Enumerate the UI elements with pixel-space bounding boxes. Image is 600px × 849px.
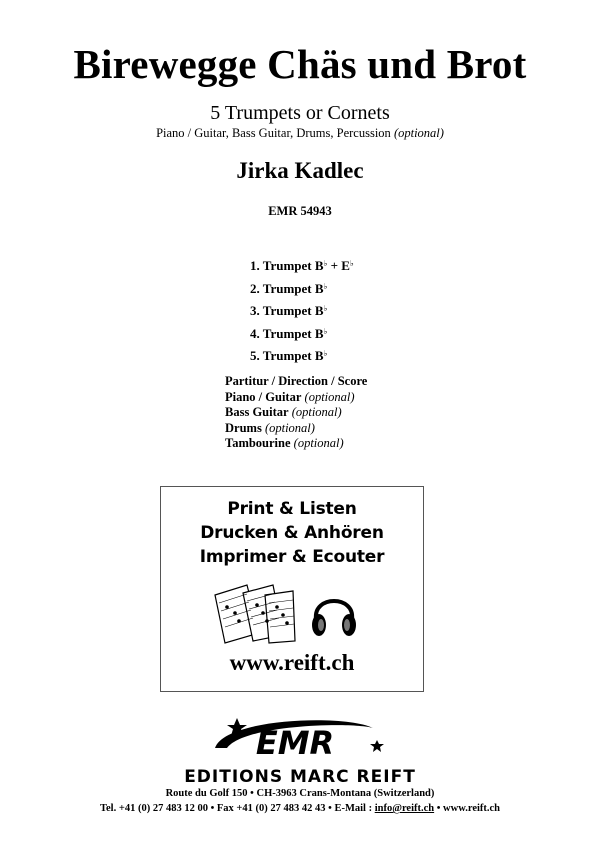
instrumentation-note: (optional) — [393, 126, 444, 140]
composer-name: Jirka Kadlec — [236, 158, 364, 183]
instrumentation — [0, 126, 600, 141]
publisher-address: Route du Golf 150 • CH-3963 Crans-Montana (Switzerland) — [165, 788, 435, 799]
part-item: 3. Trumpet B♭ — [250, 303, 328, 318]
subtitle: 5 Trumpets or Cornets — [210, 102, 390, 124]
part-item: 2. Trumpet B♭ — [250, 280, 328, 296]
email-link[interactable]: info@reift.ch — [374, 803, 435, 814]
catalog-number: EMR 54943 — [268, 204, 332, 218]
contact-suffix: • www.reift.ch — [434, 803, 501, 814]
part-item: 5. Trumpet B♭ — [250, 348, 328, 363]
promo-line: Print & Listen — [227, 499, 357, 519]
score-part-item: Tambourine (optional) — [225, 436, 344, 450]
promo-line: Drucken & Anhören — [200, 523, 384, 543]
instrumentation-text: Piano / Guitar, Bass Guitar, Drums, Percussion — [156, 126, 391, 140]
publisher-name: EDITIONS MARC REIFT — [184, 767, 416, 786]
print-listen-box — [160, 486, 424, 692]
score-part-item: Piano / Guitar (optional) — [225, 389, 355, 404]
parts-list — [250, 254, 354, 367]
part-item: 1. Trumpet B♭ + E♭ — [250, 258, 354, 273]
score-part-item: Bass Guitar (optional) — [225, 405, 342, 419]
score-part-item: Drums (optional) — [225, 420, 315, 435]
headphones-icon — [309, 585, 359, 643]
publisher-contact — [0, 803, 600, 814]
promo-line: Imprimer & Ecouter — [199, 547, 385, 567]
logo-text: EMR — [255, 724, 335, 762]
page-title: Birewegge Chäs und Brot — [73, 41, 527, 87]
contact-prefix: Tel. +41 (0) 27 483 12 00 • Fax +41 (0) 27 483 42 43 • E-Mail : — [99, 803, 375, 814]
part-item: 4. Trumpet B♭ — [250, 325, 328, 341]
sheet-music-icon — [209, 581, 299, 647]
score-parts-list — [225, 374, 367, 452]
publisher-logo — [155, 712, 445, 786]
score-part-item: Partitur / Direction / Score — [225, 374, 368, 388]
promo-url: www.reift.ch — [229, 650, 355, 675]
